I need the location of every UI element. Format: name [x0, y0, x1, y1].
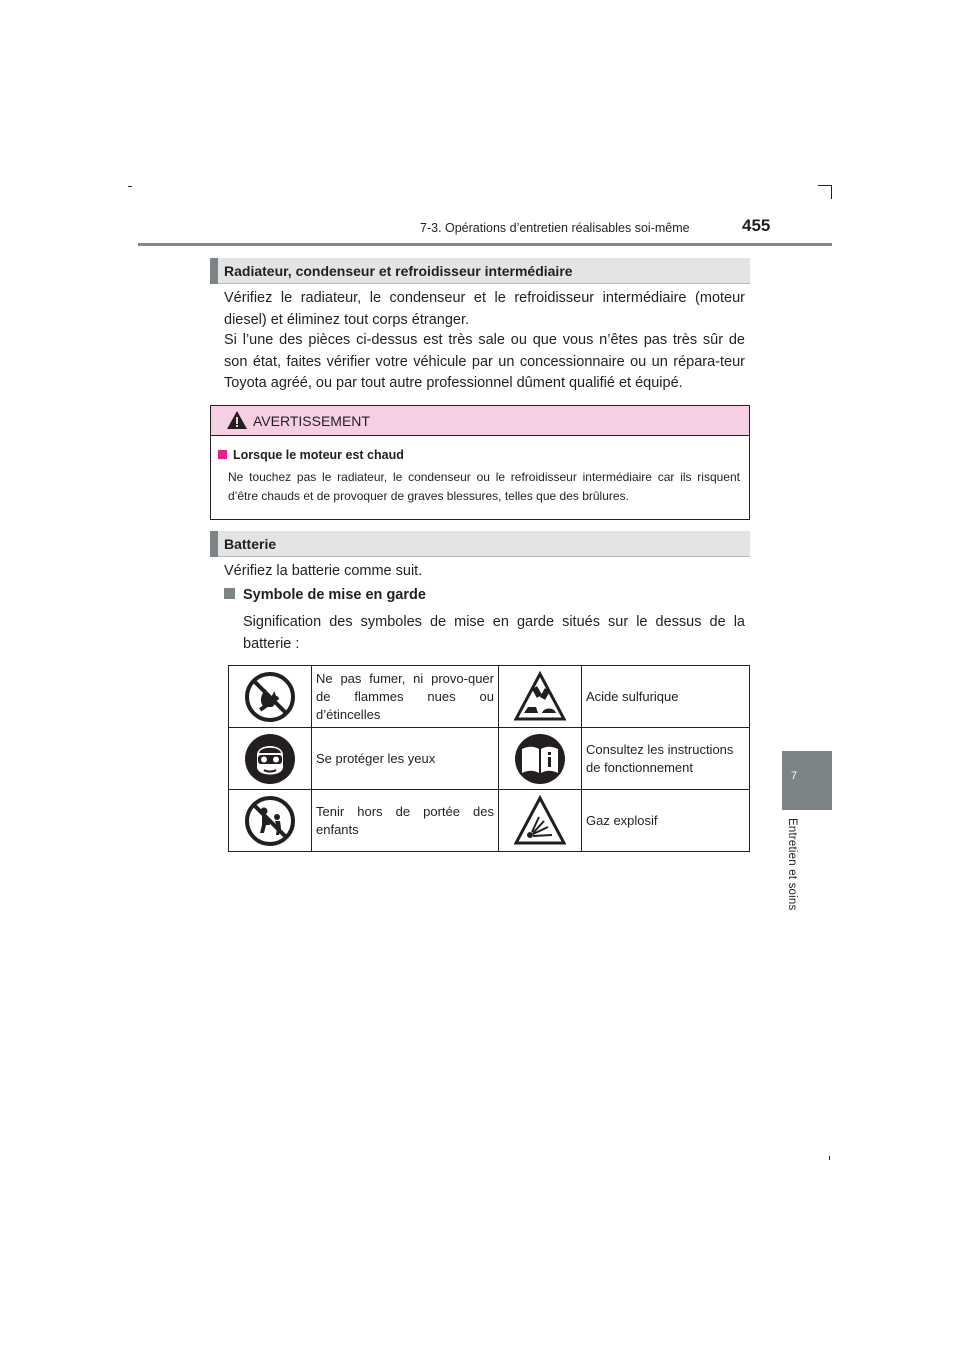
section-heading-bar [210, 531, 218, 557]
running-header-section: 7-3. Opérations d’entretien réalisables soi-même [420, 221, 690, 235]
battery-intro: Vérifiez la batterie comme suit. [224, 563, 423, 579]
warning-box [210, 405, 750, 520]
symbol-label-cell: Gaz explosif [582, 790, 750, 852]
section-heading-text: Batterie [224, 536, 277, 552]
symbol-icon-cell [229, 790, 312, 852]
symbol-label-cell: Ne pas fumer, ni provo-quer de flammes nues ou d’étincelles [312, 666, 499, 728]
header-rule [138, 243, 832, 246]
radiator-paragraph-2: Si l’une des pièces ci-dessus est très sale ou que vous n’êtes pas très sûr de son état, faites vérifier votre véhicule par un concessionnaire ou un répara-teur Toyota agréé, ou par tout autre professionnel dûment qualifié et équipé. [224, 332, 745, 391]
crop-mark [128, 186, 132, 187]
symbol-label-cell: Acide sulfurique [582, 666, 750, 728]
explosive-gas-icon [514, 795, 566, 847]
symbol-icon-cell [499, 728, 582, 790]
warning-triangle-icon [226, 410, 248, 430]
battery-subheading: Symbole de mise en garde [224, 587, 426, 603]
section-heading-text: Radiateur, condenseur et refroidisseur intermédiaire [224, 263, 573, 279]
warning-item-title: Lorsque le moteur est chaud [218, 448, 404, 462]
crop-mark [831, 185, 832, 199]
section-heading-radiator [210, 258, 750, 284]
chapter-label: Entretien et soins [786, 818, 798, 911]
symbol-icon-cell [229, 666, 312, 728]
page-number: 455 [742, 216, 771, 235]
table-row [229, 790, 750, 852]
crop-mark [829, 1156, 830, 1160]
symbol-label-cell: Consultez les instructions de fonctionnement [582, 728, 750, 790]
symbol-icon-cell [229, 728, 312, 790]
section-heading-battery [210, 531, 750, 557]
keep-away-children-icon [244, 795, 296, 847]
eye-protection-icon [244, 733, 296, 785]
radiator-paragraph-1: Vérifiez le radiateur, le condenseur et le refroidisseur intermédiaire (moteur diesel) et éliminez tout corps étranger. [224, 290, 745, 328]
warning-title: AVERTISSEMENT [253, 413, 370, 429]
bullet-square-icon [224, 588, 235, 599]
warning-symbols-table [228, 665, 750, 852]
section-heading-bar [210, 258, 218, 284]
bullet-square-icon [218, 450, 227, 459]
crop-mark [818, 185, 832, 186]
sulfuric-acid-icon [514, 671, 566, 723]
symbol-icon-cell [499, 666, 582, 728]
symbol-icon-cell [499, 790, 582, 852]
chapter-number: 7 [790, 770, 798, 782]
no-smoking-flame-icon [244, 671, 296, 723]
read-manual-icon [514, 733, 566, 785]
symbol-label-cell: Tenir hors de portée des enfants [312, 790, 499, 852]
table-row [229, 728, 750, 790]
symbol-label-cell: Se protéger les yeux [312, 728, 499, 790]
warning-item-body: Ne touchez pas le radiateur, le condenseur ou le refroidisseur intermédiaire car ils risquent d’être chauds et de provoquer de graves blessures, telles que des brûlures. [228, 470, 740, 503]
warning-header [211, 406, 749, 436]
battery-description: Signification des symboles de mise en garde situés sur le dessus de la batterie : [243, 614, 745, 652]
table-row [229, 666, 750, 728]
